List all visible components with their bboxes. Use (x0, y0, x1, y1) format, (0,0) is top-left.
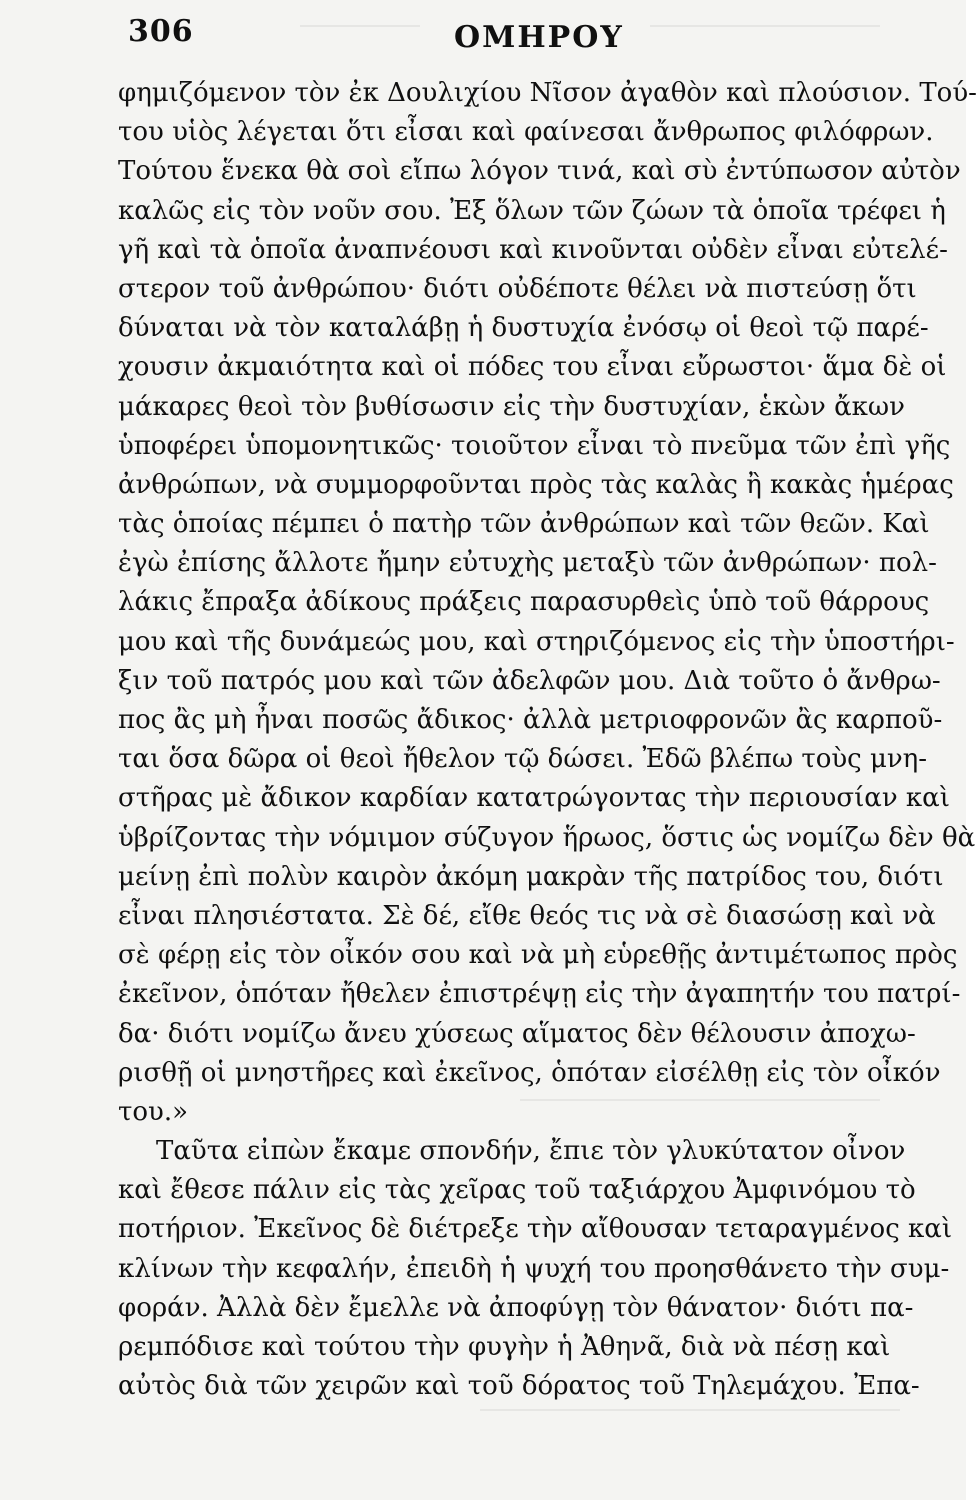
text-line: σὲ φέρῃ εἰς τὸν οἶκόν σου καὶ νὰ μὴ εὑρεθῇς ἀντιμέτωπος πρὸς (118, 940, 958, 971)
text-line: ὑποφέρει ὑπομονητικῶς· τοιοῦτον εἶναι τὸ πνεῦμα τῶν ἐπὶ γῆς (118, 430, 951, 461)
text-line: ρεμπόδισε καὶ τούτου τὴν φυγὴν ἡ Ἀθηνᾶ, διὰ νὰ πέσῃ καὶ (118, 1332, 891, 1362)
text-line: στερον τοῦ ἀνθρώπου· διότι οὐδέποτε θέλει νὰ πιστεύσῃ ὅτι (118, 273, 917, 304)
text-line: ἀνθρώπων, νὰ συμμορφοῦνται πρὸς τὰς καλὰς ἢ κακὰς ἡμέρας (118, 469, 954, 500)
text-line: μάκαρες θεοὶ τὸν βυθίσωσιν εἰς τὴν δυστυχίαν, ἑκὼν ἄκων (118, 391, 905, 422)
text-line: του υἱὸς λέγεται ὅτι εἶσαι καὶ φαίνεσαι ἄνθρωπος φιλόφρων. (118, 117, 934, 148)
running-head: ΟΜΗΡΟΥ (454, 20, 624, 55)
text-line: μείνῃ ἐπὶ πολὺν καιρὸν ἀκόμη μακρὰν τῆς πατρίδος του, διότι (118, 861, 944, 892)
text-line: φημιζόμενον τὸν ἐκ Δουλιχίου Νῖσον ἀγαθὸν καὶ πλούσιον. Τού- (118, 78, 977, 108)
page-number: 306 (128, 14, 194, 49)
text-line: ὑβρίζοντας τὴν νόμιμον σύζυγον ἥρωος, ὅστις ὡς νομίζω δὲν θὰ (118, 822, 976, 853)
text-line: μου καὶ τῆς δυνάμεώς μου, καὶ στηριζόμενος εἰς τὴν ὑποστήρι- (118, 626, 955, 657)
text-line: δα· διότι νομίζω ἄνευ χύσεως αἵματος δὲν θέλουσιν ἀποχω- (118, 1018, 916, 1049)
body-text (118, 74, 977, 1406)
text-line: ἐγὼ ἐπίσης ἄλλοτε ἤμην εὐτυχὴς μεταξὺ τῶν ἀνθρώπων· πολ- (118, 548, 937, 579)
text-line: φοράν. Ἀλλὰ δὲν ἔμελλε νὰ ἀποφύγῃ τὸν θάνατον· διότι πα- (118, 1292, 914, 1323)
text-line: ποτήριον. Ἐκεῖνος δὲ διέτρεξε τὴν αἴθουσαν τεταραγμένος καὶ (118, 1214, 953, 1245)
text-line: γῆ καὶ τὰ ὁποῖα ἀναπνέουσι καὶ κινοῦνται οὐδὲν εἶναι εὐτελέ- (118, 234, 948, 265)
text-line: τὰς ὁποίας πέμπει ὁ πατὴρ τῶν ἀνθρώπων καὶ τῶν θεῶν. Καὶ (118, 509, 930, 540)
text-line: πος ἂς μὴ ἦναι ποσῶς ἄδικος· ἀλλὰ μετριοφρονῶν ἂς καρποῦ- (118, 705, 943, 735)
text-line: Ταῦτα εἰπὼν ἔκαμε σπονδήν, ἔπιε τὸν γλυκύτατον οἶνον (156, 1136, 906, 1167)
text-line: ρισθῇ οἱ μνηστῆρες καὶ ἐκεῖνος, ὁπόταν εἰσέλθῃ εἰς τὸν οἶκόν (118, 1057, 941, 1088)
text-line: λάκις ἔπραξα ἀδίκους πράξεις παρασυρθεὶς ὑπὸ τοῦ θάρρους (118, 587, 930, 618)
text-line: Τούτου ἕνεκα θὰ σοὶ εἴπω λόγον τινά, καὶ σὺ ἐντύπωσον αὐτὸν (118, 156, 961, 187)
text-line: χουσιν ἀκμαιότητα καὶ οἱ πόδες του εἶναι εὔρωστοι· ἅμα δὲ οἱ (118, 352, 947, 383)
text-line: αὐτὸς διὰ τῶν χειρῶν καὶ τοῦ δόρατος τοῦ Τηλεμάχου. Ἐπα- (118, 1371, 920, 1402)
text-line: ἐκεῖνον, ὁπόταν ἤθελεν ἐπιστρέψῃ εἰς τὴν ἀγαπητήν του πατρί- (118, 979, 961, 1010)
text-line: δύναται νὰ τὸν καταλάβῃ ἡ δυστυχία ἐνόσῳ οἱ θεοὶ τῷ παρέ- (118, 313, 929, 344)
text-line: εἶναι πλησιέστατα. Σὲ δέ, εἴθε θεός τις νὰ σὲ διασώσῃ καὶ νὰ (118, 900, 936, 931)
text-line: κλίνων τὴν κεφαλήν, ἐπειδὴ ἡ ψυχή του προησθάνετο τὴν συμ- (118, 1253, 950, 1284)
text-line: του.» (118, 1096, 189, 1127)
text-line: ξιν τοῦ πατρός μου καὶ τῶν ἀδελφῶν μου. Διὰ τοῦτο ὁ ἄνθρω- (118, 665, 941, 696)
page-header (128, 14, 878, 64)
text-line: καλῶς εἰς τὸν νοῦν σου. Ἐξ ὅλων τῶν ζώων τὰ ὁποῖα τρέφει ἡ (118, 195, 946, 226)
text-line: καὶ ἔθεσε πάλιν εἰς τὰς χεῖρας τοῦ ταξιάρχου Ἀμφινόμου τὸ (118, 1175, 916, 1206)
text-line: ται ὅσα δῶρα οἱ θεοὶ ἤθελον τῷ δώσει. Ἐδῶ βλέπω τοὺς μνη- (118, 744, 928, 775)
text-line: στῆρας μὲ ἄδικον καρδίαν κατατρώγοντας τὴν περιουσίαν καὶ (118, 783, 950, 814)
